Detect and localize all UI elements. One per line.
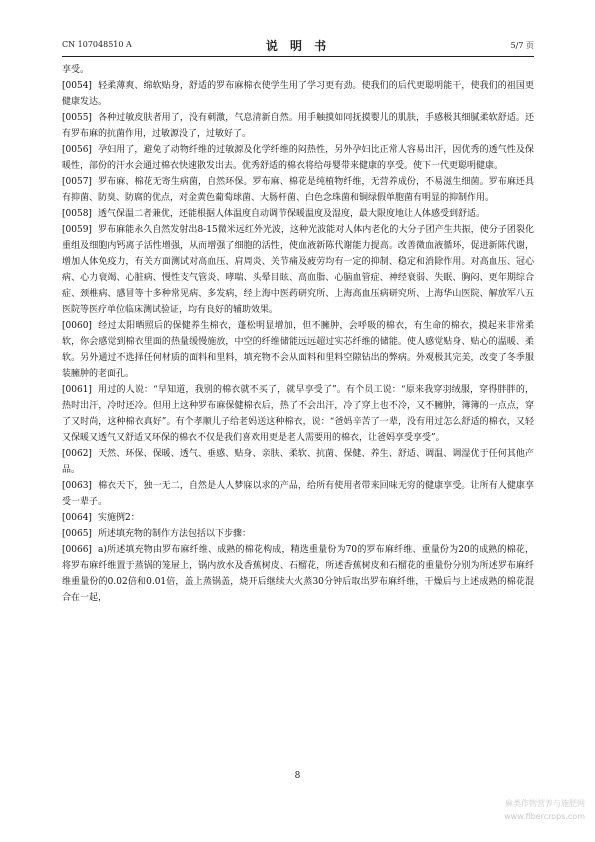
publication-number: CN 107048510 A xyxy=(62,40,132,49)
paragraph-number: [0065] xyxy=(62,529,92,539)
paragraph-text: 经过太阳晒照后的保健养生棉衣，蓬松明显增加，但不臃肿，会呼吸的棉衣，有生命的棉衣，摸起来非常柔软，你会感觉到棉衣里面的热量缓慢施放，中空的纤维储能远远超过实芯纤维的储能。使人感觉贴身、贴心的温暖、柔软。另外通过不选择任何材质的面料和里料，填充物不会从面料和里料空隙钻出的弊病。外观极其完美，改变了冬季服装臃肿的老面孔。 xyxy=(62,321,534,379)
paragraph-text: 透气保温二者兼优，还能根据人体温度自动调节保暖温度及湿度，最大限度地让人体感受到舒适。 xyxy=(98,209,486,219)
paragraph xyxy=(62,382,534,446)
paragraph-text: 罗布麻、棉花无寄生病菌，自然环保。罗布麻、棉花是纯植物纤维，无营养成份，不易滋生细菌。罗布麻还具有抑菌、防臭、防腐的优点，对金黄色葡萄球菌、大肠杆菌、白色念珠菌和铜绿假单胞菌有明显的抑制作用。 xyxy=(62,177,534,203)
paragraph-text: 罗布麻能永久自然发射出8-15微米远红外光波，这种光波能对人体内老化的大分子团产生共振，使分子团裂化重组及细胞内钙离子活性增强，从而增强了细胞的活性，使血液新陈代谢能力提高。改善微血液循环，促进新陈代谢，增加人体免疫力，有关方面测试对高血压、肩周炎、关节痛及疲劳均有一定的抑制、稳定和消除作用。对高血压、冠心病、心力衰竭、心脏病、慢性支气管炎、哮喘、头晕目眩、高血脂、心脑血管症、神经衰弱、失眠、胸闷、更年期综合症、颈椎病、感冒等十多种常见病、多发病，经上海中医药研究所、上海高血压病研究所、上海华山医院、解放军八五医院等医疗单位临床测试验证，均有良好的辅助效果。 xyxy=(62,225,534,315)
paragraph-number: [0061] xyxy=(62,385,92,395)
paragraph-number: [0063] xyxy=(62,481,92,491)
paragraph xyxy=(62,222,534,318)
paragraph-number: [0059] xyxy=(62,225,92,235)
paragraph-list xyxy=(62,78,534,606)
paragraph-number: [0062] xyxy=(62,449,92,459)
paragraph xyxy=(62,110,534,142)
paragraph xyxy=(62,206,534,222)
document-title: 说 明 书 xyxy=(265,39,331,53)
paragraph-text: 孕妇用了，避免了动物纤维的过敏源及化学纤维的闷热性，另外孕妇比正常人容易出汗，因优秀的透气性及保暖性，部份的汗水会通过棉衣快速散发出去。优秀舒适的棉衣将给母婴带来健康的享受。使下一代更聪明健康。 xyxy=(62,145,534,171)
paragraph xyxy=(62,478,534,510)
paragraph-number: [0060] xyxy=(62,321,92,331)
paragraph-text: 用过的人说：“早知道，我别的棉衣就不买了，就早享受了”。有个员工说：“原来我穿羽绒服，穿得胖胖的，热时出汗，冷时还冷。但用上这种罗布麻保健棉衣后，热了不会出汗，冷了穿上也不冷，又不臃肿，簿簿的一点点，穿了又时尚，这种棉衣真好”。有个孝顺儿子给老妈送这种棉衣，说：“爸妈辛苦了一辈，没有用过怎么舒适的棉衣，又轻又保暖又透气又舒适又环保的棉衣不仅是我们喜欢用更是老人需要用的棉衣，让爸妈享受享受”。 xyxy=(62,385,534,443)
paragraph-text: a)所述填充物由罗布麻纤维、成熟的棉花构成，精选重量份为70的罗布麻纤维、重量份为20的成熟的棉花，将罗布麻纤维置于蒸锅的笼屉上，锅内放水及香蕉树皮、石榴花，所述香蕉树皮和石榴花的重量份分别为所述罗布麻纤维重量份的0.02倍和0.01倍，盖上蒸锅盖，烧开后继续大火蒸30分钟后取出罗布麻纤维，干燥后与上述成熟的棉花混合在一起， xyxy=(62,545,534,603)
page-indicator: 5/7 页 xyxy=(510,41,534,50)
header-rule xyxy=(62,56,534,57)
paragraph-number: [0056] xyxy=(62,145,92,155)
paragraph-number: [0064] xyxy=(62,513,92,523)
paragraph-text: 实施例2： xyxy=(98,513,140,523)
paragraph-number: [0055] xyxy=(62,113,92,123)
watermark-site-name: 麻类作物营养与施肥网 xyxy=(505,799,585,808)
paragraph-text: 所述填充物的制作方法包括以下步骤： xyxy=(98,529,252,539)
paragraph xyxy=(62,446,534,478)
paragraph xyxy=(62,526,534,542)
paragraph-text: 轻柔薄爽、绵软贴身，舒适的罗布麻棉衣使学生用了学习更有劲。使我们的后代更聪明能干，使我们的祖国更健康发达。 xyxy=(62,81,534,107)
paragraph xyxy=(62,542,534,606)
footer-page-number: 8 xyxy=(294,771,301,781)
paragraph-number: [0054] xyxy=(62,81,92,91)
page-header xyxy=(62,38,534,52)
continued-text: 享受。 xyxy=(62,65,90,75)
paragraph-number: [0066] xyxy=(62,545,92,555)
watermark xyxy=(504,797,585,823)
watermark-url: www.fibercrops.com xyxy=(504,812,585,821)
document-body xyxy=(62,62,534,606)
paragraph xyxy=(62,142,534,174)
paragraph-number: [0058] xyxy=(62,209,92,219)
paragraph-text: 棉衣天下，独一无二，自然是人人梦寐以求的产品，给所有使用者带来回味无穷的健康享受。让所有人健康享受一辈子。 xyxy=(62,481,534,507)
paragraph xyxy=(62,174,534,206)
paragraph-number: [0057] xyxy=(62,177,92,187)
paragraph xyxy=(62,78,534,110)
paragraph-text: 各种过敏皮肤者用了，没有刺激，气息清新自然。用手触摸如同抚摸婴儿的肌肤，手感极其细腻柔软舒适。还有罗布麻的抗菌作用，过敏源没了，过敏好了。 xyxy=(62,113,534,139)
paragraph xyxy=(62,510,534,526)
paragraph xyxy=(62,318,534,382)
paragraph-text: 天然、环保、保暖、透气、垂感、贴身、亲肤、柔软、抗菌、保健、养生、舒适、调温、调湿优于任何其他产品。 xyxy=(62,449,534,475)
